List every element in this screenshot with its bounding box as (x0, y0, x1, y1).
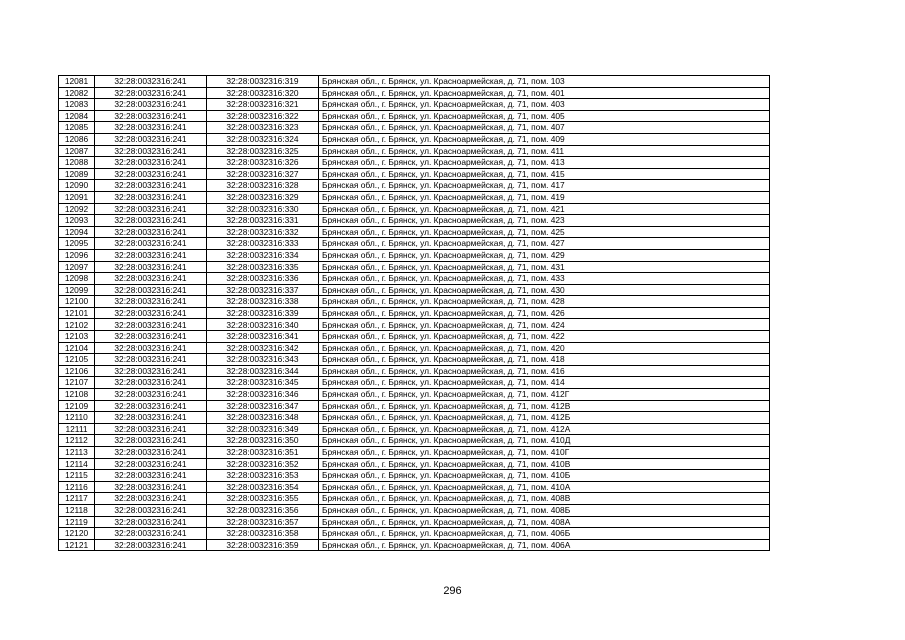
table-row (59, 157, 770, 169)
row-number-cell: 12118 (59, 504, 95, 516)
cadastral-number-cell: 32:28:0032316:346 (207, 389, 319, 401)
parent-cadastral-cell: 32:28:0032316:241 (95, 400, 207, 412)
parent-cadastral-cell: 32:28:0032316:241 (95, 76, 207, 88)
address-cell: Брянская обл., г. Брянск, ул. Красноармейская, д. 71, пом. 424 (319, 319, 770, 331)
table-row (59, 516, 770, 528)
address-cell: Брянская обл., г. Брянск, ул. Красноармейская, д. 71, пом. 417 (319, 180, 770, 192)
row-number-cell: 12082 (59, 87, 95, 99)
row-number-cell: 12100 (59, 296, 95, 308)
parent-cadastral-cell: 32:28:0032316:241 (95, 203, 207, 215)
row-number-cell: 12117 (59, 493, 95, 505)
parent-cadastral-cell: 32:28:0032316:241 (95, 528, 207, 540)
parent-cadastral-cell: 32:28:0032316:241 (95, 412, 207, 424)
parent-cadastral-cell: 32:28:0032316:241 (95, 423, 207, 435)
row-number-cell: 12095 (59, 238, 95, 250)
address-cell: Брянская обл., г. Брянск, ул. Красноармейская, д. 71, пом. 429 (319, 249, 770, 261)
cadastral-number-cell: 32:28:0032316:356 (207, 504, 319, 516)
table-row (59, 168, 770, 180)
address-cell: Брянская обл., г. Брянск, ул. Красноармейская, д. 71, пом. 405 (319, 110, 770, 122)
table-row (59, 458, 770, 470)
address-cell: Брянская обл., г. Брянск, ул. Красноармейская, д. 71, пом. 409 (319, 133, 770, 145)
parent-cadastral-cell: 32:28:0032316:241 (95, 504, 207, 516)
parent-cadastral-cell: 32:28:0032316:241 (95, 331, 207, 343)
table-row (59, 539, 770, 551)
parent-cadastral-cell: 32:28:0032316:241 (95, 284, 207, 296)
cadastral-number-cell: 32:28:0032316:331 (207, 215, 319, 227)
parent-cadastral-cell: 32:28:0032316:241 (95, 516, 207, 528)
row-number-cell: 12105 (59, 354, 95, 366)
address-cell: Брянская обл., г. Брянск, ул. Красноармейская, д. 71, пом. 412Г (319, 389, 770, 401)
row-number-cell: 12098 (59, 273, 95, 285)
row-number-cell: 12089 (59, 168, 95, 180)
row-number-cell: 12090 (59, 180, 95, 192)
cadastral-number-cell: 32:28:0032316:341 (207, 331, 319, 343)
row-number-cell: 12084 (59, 110, 95, 122)
row-number-cell: 12116 (59, 481, 95, 493)
row-number-cell: 12083 (59, 99, 95, 111)
address-cell: Брянская обл., г. Брянск, ул. Красноармейская, д. 71, пом. 418 (319, 354, 770, 366)
table-row (59, 481, 770, 493)
row-number-cell: 12112 (59, 435, 95, 447)
cadastral-number-cell: 32:28:0032316:328 (207, 180, 319, 192)
address-cell: Брянская обл., г. Брянск, ул. Красноармейская, д. 71, пом. 413 (319, 157, 770, 169)
row-number-cell: 12115 (59, 470, 95, 482)
cadastral-number-cell: 32:28:0032316:343 (207, 354, 319, 366)
cadastral-number-cell: 32:28:0032316:321 (207, 99, 319, 111)
row-number-cell: 12110 (59, 412, 95, 424)
address-cell: Брянская обл., г. Брянск, ул. Красноармейская, д. 71, пом. 414 (319, 377, 770, 389)
table-row (59, 435, 770, 447)
cadastral-number-cell: 32:28:0032316:325 (207, 145, 319, 157)
table-row (59, 528, 770, 540)
cadastral-number-cell: 32:28:0032316:324 (207, 133, 319, 145)
table-row (59, 238, 770, 250)
table-row (59, 296, 770, 308)
address-cell: Брянская обл., г. Брянск, ул. Красноармейская, д. 71, пом. 403 (319, 99, 770, 111)
parent-cadastral-cell: 32:28:0032316:241 (95, 307, 207, 319)
address-cell: Брянская обл., г. Брянск, ул. Красноармейская, д. 71, пом. 410Д (319, 435, 770, 447)
row-number-cell: 12087 (59, 145, 95, 157)
parent-cadastral-cell: 32:28:0032316:241 (95, 145, 207, 157)
table-row (59, 110, 770, 122)
table-row (59, 99, 770, 111)
table-row (59, 87, 770, 99)
parent-cadastral-cell: 32:28:0032316:241 (95, 110, 207, 122)
row-number-cell: 12121 (59, 539, 95, 551)
parent-cadastral-cell: 32:28:0032316:241 (95, 226, 207, 238)
table-row (59, 133, 770, 145)
address-cell: Брянская обл., г. Брянск, ул. Красноармейская, д. 71, пом. 103 (319, 76, 770, 88)
cadastral-number-cell: 32:28:0032316:337 (207, 284, 319, 296)
cadastral-number-cell: 32:28:0032316:358 (207, 528, 319, 540)
address-cell: Брянская обл., г. Брянск, ул. Красноармейская, д. 71, пом. 423 (319, 215, 770, 227)
address-cell: Брянская обл., г. Брянск, ул. Красноармейская, д. 71, пом. 412В (319, 400, 770, 412)
cadastral-number-cell: 32:28:0032316:319 (207, 76, 319, 88)
address-cell: Брянская обл., г. Брянск, ул. Красноармейская, д. 71, пом. 427 (319, 238, 770, 250)
parent-cadastral-cell: 32:28:0032316:241 (95, 435, 207, 447)
table-row (59, 145, 770, 157)
table-row (59, 354, 770, 366)
table-row (59, 273, 770, 285)
cadastral-number-cell: 32:28:0032316:345 (207, 377, 319, 389)
table-row (59, 331, 770, 343)
cadastral-number-cell: 32:28:0032316:334 (207, 249, 319, 261)
parent-cadastral-cell: 32:28:0032316:241 (95, 377, 207, 389)
parent-cadastral-cell: 32:28:0032316:241 (95, 191, 207, 203)
parent-cadastral-cell: 32:28:0032316:241 (95, 470, 207, 482)
row-number-cell: 12093 (59, 215, 95, 227)
table-row (59, 365, 770, 377)
cadastral-number-cell: 32:28:0032316:333 (207, 238, 319, 250)
address-cell: Брянская обл., г. Брянск, ул. Красноармейская, д. 71, пом. 421 (319, 203, 770, 215)
cadastral-number-cell: 32:28:0032316:339 (207, 307, 319, 319)
address-cell: Брянская обл., г. Брянск, ул. Красноармейская, д. 71, пом. 410Б (319, 470, 770, 482)
address-cell: Брянская обл., г. Брянск, ул. Красноармейская, д. 71, пом. 419 (319, 191, 770, 203)
parent-cadastral-cell: 32:28:0032316:241 (95, 319, 207, 331)
table-row (59, 203, 770, 215)
table-row (59, 470, 770, 482)
parent-cadastral-cell: 32:28:0032316:241 (95, 122, 207, 134)
cadastral-number-cell: 32:28:0032316:355 (207, 493, 319, 505)
cadastral-number-cell: 32:28:0032316:336 (207, 273, 319, 285)
address-cell: Брянская обл., г. Брянск, ул. Красноармейская, д. 71, пом. 410В (319, 458, 770, 470)
cadastral-number-cell: 32:28:0032316:351 (207, 447, 319, 459)
table-row (59, 261, 770, 273)
address-cell: Брянская обл., г. Брянск, ул. Красноармейская, д. 71, пом. 408В (319, 493, 770, 505)
parent-cadastral-cell: 32:28:0032316:241 (95, 215, 207, 227)
address-cell: Брянская обл., г. Брянск, ул. Красноармейская, д. 71, пом. 406Б (319, 528, 770, 540)
table-row (59, 226, 770, 238)
row-number-cell: 12113 (59, 447, 95, 459)
table-row (59, 319, 770, 331)
cadastral-number-cell: 32:28:0032316:357 (207, 516, 319, 528)
cadastral-number-cell: 32:28:0032316:330 (207, 203, 319, 215)
address-cell: Брянская обл., г. Брянск, ул. Красноармейская, д. 71, пом. 433 (319, 273, 770, 285)
address-cell: Брянская обл., г. Брянск, ул. Красноармейская, д. 71, пом. 406А (319, 539, 770, 551)
table-row (59, 400, 770, 412)
cadastral-number-cell: 32:28:0032316:329 (207, 191, 319, 203)
table-row (59, 493, 770, 505)
cadastral-number-cell: 32:28:0032316:340 (207, 319, 319, 331)
cadastral-number-cell: 32:28:0032316:354 (207, 481, 319, 493)
address-cell: Брянская обл., г. Брянск, ул. Красноармейская, д. 71, пом. 412А (319, 423, 770, 435)
address-cell: Брянская обл., г. Брянск, ул. Красноармейская, д. 71, пом. 412Б (319, 412, 770, 424)
table-row (59, 504, 770, 516)
address-cell: Брянская обл., г. Брянск, ул. Красноармейская, д. 71, пом. 410А (319, 481, 770, 493)
cadastral-number-cell: 32:28:0032316:350 (207, 435, 319, 447)
row-number-cell: 12111 (59, 423, 95, 435)
cadastral-number-cell: 32:28:0032316:342 (207, 342, 319, 354)
address-cell: Брянская обл., г. Брянск, ул. Красноармейская, д. 71, пом. 408А (319, 516, 770, 528)
table-row (59, 447, 770, 459)
cadastral-number-cell: 32:28:0032316:352 (207, 458, 319, 470)
cadastral-number-cell: 32:28:0032316:335 (207, 261, 319, 273)
row-number-cell: 12086 (59, 133, 95, 145)
address-cell: Брянская обл., г. Брянск, ул. Красноармейская, д. 71, пом. 420 (319, 342, 770, 354)
parent-cadastral-cell: 32:28:0032316:241 (95, 296, 207, 308)
table-row (59, 377, 770, 389)
address-cell: Брянская обл., г. Брянск, ул. Красноармейская, д. 71, пом. 426 (319, 307, 770, 319)
table-row (59, 180, 770, 192)
row-number-cell: 12092 (59, 203, 95, 215)
parent-cadastral-cell: 32:28:0032316:241 (95, 493, 207, 505)
parent-cadastral-cell: 32:28:0032316:241 (95, 133, 207, 145)
table-row (59, 76, 770, 88)
row-number-cell: 12091 (59, 191, 95, 203)
row-number-cell: 12099 (59, 284, 95, 296)
cadastral-number-cell: 32:28:0032316:327 (207, 168, 319, 180)
row-number-cell: 12106 (59, 365, 95, 377)
cadastral-number-cell: 32:28:0032316:344 (207, 365, 319, 377)
cadastral-number-cell: 32:28:0032316:348 (207, 412, 319, 424)
cadastral-number-cell: 32:28:0032316:320 (207, 87, 319, 99)
table-row (59, 122, 770, 134)
cadastral-number-cell: 32:28:0032316:359 (207, 539, 319, 551)
row-number-cell: 12102 (59, 319, 95, 331)
address-cell: Брянская обл., г. Брянск, ул. Красноармейская, д. 71, пом. 410Г (319, 447, 770, 459)
table-row (59, 412, 770, 424)
table-row (59, 284, 770, 296)
row-number-cell: 12114 (59, 458, 95, 470)
cadastral-number-cell: 32:28:0032316:338 (207, 296, 319, 308)
address-cell: Брянская обл., г. Брянск, ул. Красноармейская, д. 71, пом. 425 (319, 226, 770, 238)
cadastral-number-cell: 32:28:0032316:349 (207, 423, 319, 435)
parent-cadastral-cell: 32:28:0032316:241 (95, 273, 207, 285)
row-number-cell: 12108 (59, 389, 95, 401)
address-cell: Брянская обл., г. Брянск, ул. Красноармейская, д. 71, пом. 401 (319, 87, 770, 99)
cadastral-number-cell: 32:28:0032316:347 (207, 400, 319, 412)
registry-table (58, 75, 770, 551)
row-number-cell: 12096 (59, 249, 95, 261)
address-cell: Брянская обл., г. Брянск, ул. Красноармейская, д. 71, пом. 408Б (319, 504, 770, 516)
table-row (59, 342, 770, 354)
cadastral-number-cell: 32:28:0032316:353 (207, 470, 319, 482)
row-number-cell: 12097 (59, 261, 95, 273)
parent-cadastral-cell: 32:28:0032316:241 (95, 180, 207, 192)
table-row (59, 423, 770, 435)
row-number-cell: 12109 (59, 400, 95, 412)
address-cell: Брянская обл., г. Брянск, ул. Красноармейская, д. 71, пом. 431 (319, 261, 770, 273)
row-number-cell: 12081 (59, 76, 95, 88)
row-number-cell: 12088 (59, 157, 95, 169)
address-cell: Брянская обл., г. Брянск, ул. Красноармейская, д. 71, пом. 407 (319, 122, 770, 134)
parent-cadastral-cell: 32:28:0032316:241 (95, 249, 207, 261)
address-cell: Брянская обл., г. Брянск, ул. Красноармейская, д. 71, пом. 428 (319, 296, 770, 308)
row-number-cell: 12107 (59, 377, 95, 389)
parent-cadastral-cell: 32:28:0032316:241 (95, 99, 207, 111)
table-row (59, 215, 770, 227)
parent-cadastral-cell: 32:28:0032316:241 (95, 168, 207, 180)
address-cell: Брянская обл., г. Брянск, ул. Красноармейская, д. 71, пом. 411 (319, 145, 770, 157)
parent-cadastral-cell: 32:28:0032316:241 (95, 539, 207, 551)
registry-body (59, 76, 770, 551)
address-cell: Брянская обл., г. Брянск, ул. Красноармейская, д. 71, пом. 430 (319, 284, 770, 296)
row-number-cell: 12104 (59, 342, 95, 354)
parent-cadastral-cell: 32:28:0032316:241 (95, 447, 207, 459)
address-cell: Брянская обл., г. Брянск, ул. Красноармейская, д. 71, пом. 415 (319, 168, 770, 180)
row-number-cell: 12120 (59, 528, 95, 540)
parent-cadastral-cell: 32:28:0032316:241 (95, 458, 207, 470)
cadastral-number-cell: 32:28:0032316:326 (207, 157, 319, 169)
parent-cadastral-cell: 32:28:0032316:241 (95, 342, 207, 354)
parent-cadastral-cell: 32:28:0032316:241 (95, 261, 207, 273)
cadastral-number-cell: 32:28:0032316:322 (207, 110, 319, 122)
parent-cadastral-cell: 32:28:0032316:241 (95, 87, 207, 99)
row-number-cell: 12085 (59, 122, 95, 134)
cadastral-number-cell: 32:28:0032316:332 (207, 226, 319, 238)
parent-cadastral-cell: 32:28:0032316:241 (95, 157, 207, 169)
row-number-cell: 12119 (59, 516, 95, 528)
address-cell: Брянская обл., г. Брянск, ул. Красноармейская, д. 71, пом. 416 (319, 365, 770, 377)
parent-cadastral-cell: 32:28:0032316:241 (95, 238, 207, 250)
cadastral-number-cell: 32:28:0032316:323 (207, 122, 319, 134)
parent-cadastral-cell: 32:28:0032316:241 (95, 365, 207, 377)
page-number: 296 (443, 585, 462, 597)
row-number-cell: 12101 (59, 307, 95, 319)
row-number-cell: 12103 (59, 331, 95, 343)
table-row (59, 389, 770, 401)
parent-cadastral-cell: 32:28:0032316:241 (95, 481, 207, 493)
parent-cadastral-cell: 32:28:0032316:241 (95, 354, 207, 366)
table-row (59, 307, 770, 319)
parent-cadastral-cell: 32:28:0032316:241 (95, 389, 207, 401)
row-number-cell: 12094 (59, 226, 95, 238)
table-row (59, 249, 770, 261)
address-cell: Брянская обл., г. Брянск, ул. Красноармейская, д. 71, пом. 422 (319, 331, 770, 343)
table-row (59, 191, 770, 203)
